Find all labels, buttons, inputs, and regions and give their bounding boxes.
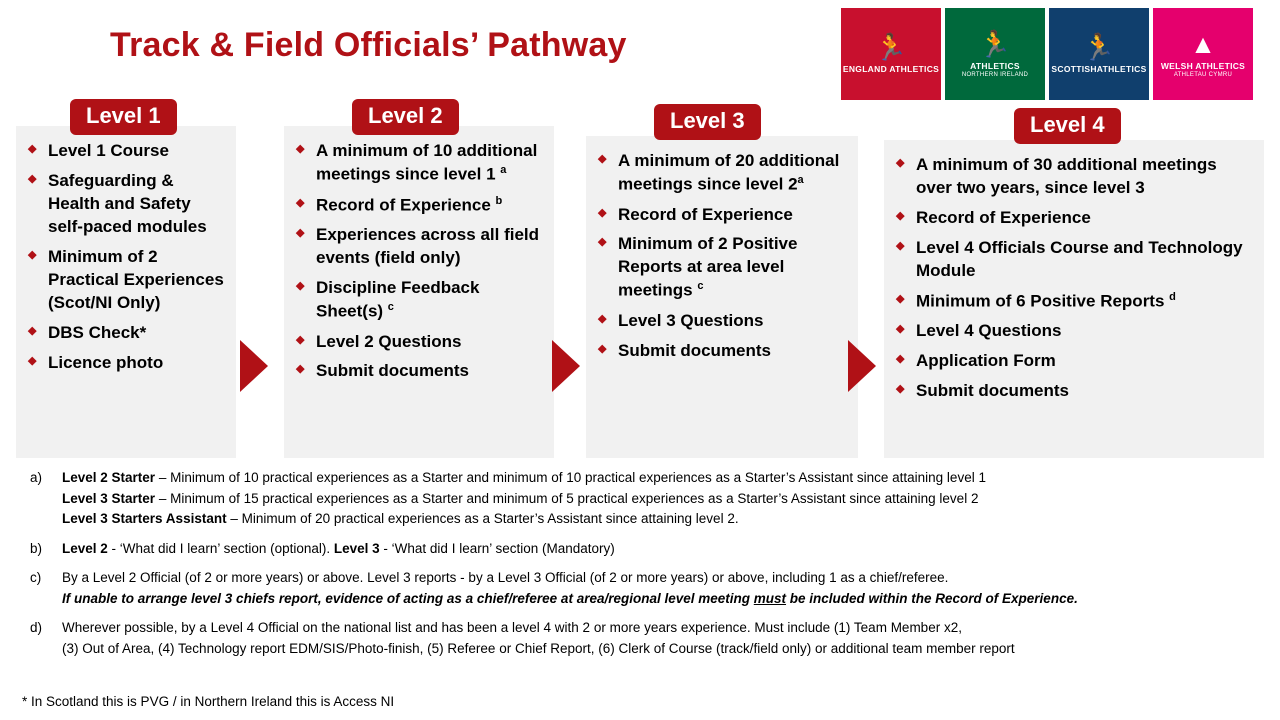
level-3-requirements	[596, 150, 848, 363]
level-1-requirements	[26, 140, 226, 374]
scottish-athletics-logo	[1049, 8, 1149, 100]
level-4-requirements	[894, 154, 1254, 403]
list-item: ◆ Level 4 Questions	[894, 320, 1254, 343]
list-item: ◆ Level 4 Officials Course and Technology Module	[894, 237, 1254, 283]
list-item: ◆ Level 1 Course	[26, 140, 226, 163]
welsh-athletics-logo-sublabel: ATHLETAU CYMRU	[1173, 71, 1233, 78]
footnote-asterisk: * In Scotland this is PVG / in Northern Ireland this is Access NI	[22, 694, 395, 709]
level-1-badge: Level 1	[70, 99, 177, 135]
arrow-level3-to-level4	[848, 340, 876, 392]
page-title: Track & Field Officials’ Pathway	[110, 26, 627, 64]
list-item: ◆ Level 3 Questions	[596, 310, 848, 333]
footnote-a: a) Level 2 Starter – Minimum of 10 practical experiences as a Starter and minimum of 10 practical experiences as a Starter’s Assistant since attaining level 1 Level 3 Starter – Minimum of 15 practical experiences as a Starter and minimum of 5 practical experiences as a Starter’s Assistant since attaining level 2 Level 3 Starters Assistant – Minimum of 20 practical experiences as a Starter’s Assistant since attaining level 2.	[30, 470, 986, 527]
level-4-badge: Level 4	[1014, 108, 1121, 144]
list-item: ◆ Application Form	[894, 350, 1254, 373]
runner-icon: 🏃	[1082, 31, 1116, 62]
list-item: ◆ Discipline Feedback Sheet(s) $^c$	[294, 277, 544, 324]
list-item: ◆ Level 2 Questions	[294, 331, 544, 354]
list-item: ◆ Submit documents	[294, 360, 544, 383]
list-item: ◆ Record of Experience $^b$	[294, 194, 544, 218]
list-item: ◆ A minimum of 10 additional meetings since level 1 $^a$	[294, 140, 544, 187]
england-athletics-logo-label: ENGLAND ATHLETICS	[842, 63, 940, 74]
athletics-northern-ireland-logo-label: ATHLETICS	[970, 60, 1020, 71]
welsh-athletics-logo-label: WELSH ATHLETICS	[1160, 60, 1246, 71]
list-item: ◆ Submit documents	[596, 340, 848, 363]
list-item: ◆ Record of Experience	[596, 204, 848, 227]
level-2-panel	[284, 126, 554, 458]
arrow-level1-to-level2	[240, 340, 268, 392]
list-item: ◆ A minimum of 20 additional meetings since level 2$^a$	[596, 150, 848, 197]
level-3-badge: Level 3	[654, 104, 761, 140]
athletics-northern-ireland-logo-sublabel: NORTHERN IRELAND	[961, 71, 1029, 78]
level-2-badge: Level 2	[352, 99, 459, 135]
runner-icon: 🏃	[978, 28, 1012, 59]
list-item: ◆ Record of Experience	[894, 207, 1254, 230]
footnotes	[22, 468, 1262, 669]
runner-icon: 🏃	[874, 31, 908, 62]
footnote-d: d) Wherever possible, by a Level 4 Official on the national list and has been a level 4 with 2 or more years experience. Must include (1) Team Member x2, (3) Out of Area, (4) Technology report EDM/SIS/Photo-finish, (5) Referee or Chief Report, (6) Clerk of Course (track/field only) or additional team member report	[30, 620, 1015, 656]
arrow-level2-to-level3	[552, 340, 580, 392]
list-item: ◆ Minimum of 6 Positive Reports $^d$	[894, 290, 1254, 314]
list-item: ◆ DBS Check*	[26, 322, 226, 345]
dragon-icon: ▲	[1190, 28, 1216, 59]
scottish-athletics-logo-label: SCOTTISHATHLETICS	[1051, 63, 1147, 74]
list-item: ◆ A minimum of 30 additional meetings over two years, since level 3	[894, 154, 1254, 200]
list-item: ◆ Experiences across all field events (field only)	[294, 224, 544, 270]
list-item: ◆ Licence photo	[26, 352, 226, 375]
governing-body-logo-strip	[841, 8, 1253, 100]
level-4-panel	[884, 140, 1264, 458]
level-2-requirements	[294, 140, 544, 383]
footnote-c: c) By a Level 2 Official (of 2 or more years) or above. Level 3 reports - by a Level 3 Official (of 2 or more years) or above, including 1 as a chief/referee. If unable to arrange level 3 chiefs report, evidence of acting as a chief/referee at area/regional level meeting must be included within the Record of Experience.	[30, 570, 1078, 606]
england-athletics-logo	[841, 8, 941, 100]
level-3-panel	[586, 136, 858, 458]
level-1-panel	[16, 126, 236, 458]
list-item: ◆ Minimum of 2 Practical Experiences (Scot/NI Only)	[26, 246, 226, 315]
list-item: ◆ Minimum of 2 Positive Reports at area level meetings $^c$	[596, 233, 848, 302]
athletics-northern-ireland-logo	[945, 8, 1045, 100]
footnote-b: b) Level 2 - ‘What did I learn’ section (optional). Level 3 - ‘What did I learn’ section (Mandatory)	[30, 540, 615, 556]
list-item: ◆ Submit documents	[894, 380, 1254, 403]
list-item: ◆ Safeguarding & Health and Safety self-paced modules	[26, 170, 226, 239]
welsh-athletics-logo	[1153, 8, 1253, 100]
